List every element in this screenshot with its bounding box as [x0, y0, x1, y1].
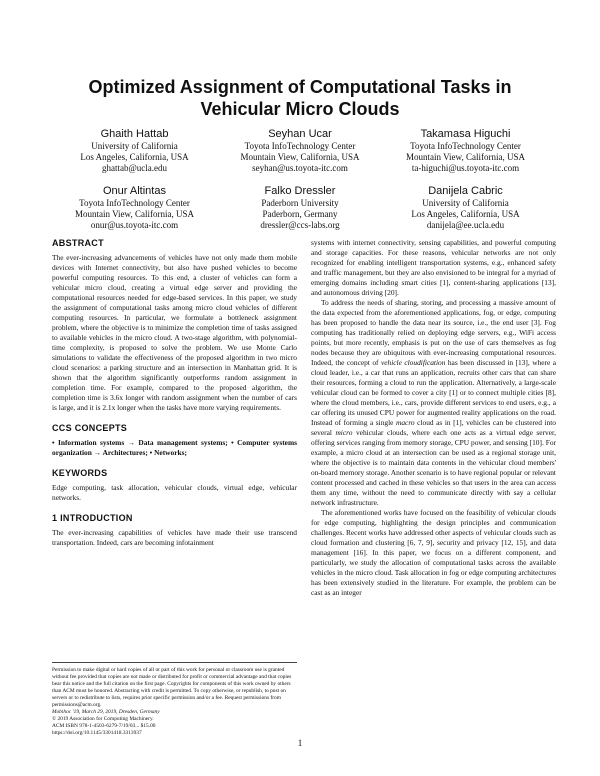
author-location: Los Angeles, California, USA — [80, 152, 189, 162]
ccs-section — [52, 423, 297, 458]
author-affiliation: Paderborn University — [261, 198, 339, 208]
author-affiliation: University of California — [422, 198, 509, 208]
abstract-text: The ever-increasing advancements of vehicles have not only made them mobile devices with Internet connectivity, but also have pushed vehicles to become powerful computing resources. To this end, a cluster of vehicles can form a vehicular micro cloud, creating a virtual edge server and providing the computational resources needed for edge-based services. In this paper, we study the assignment of computational tasks among micro cloud vehicles of different computing resources. In particular, we formulate a bottleneck assignment problem, where the objective is to minimize the completion time of tasks assigned to available vehicles in the micro cloud. A two-stage algorithm, with polynomial-time complexity, is proposed to solve the problem. We use Monte Carlo simulations to validate the effectiveness of the proposed algorithm in two micro cloud scenarios: a parking structure and an intersection in Manhattan grid. It is shown that the algorithm significantly outperforms random assignment in completion time. For example, compared to the proposed algorithm, the completion time is 3.6x longer with random assignment when the number of cars is large, and it is 2.1x longer when the tasks have more varying requirements. — [52, 253, 297, 412]
author — [383, 127, 548, 174]
author-name: Seyhan Ucar — [268, 128, 332, 140]
keywords-section — [52, 468, 297, 503]
doi-link[interactable]: https://doi.org/10.1145/3301418.3313937 — [52, 730, 142, 736]
keywords-text: Edge computing, task allocation, vehicular clouds, virtual edge, vehicular networks. — [52, 483, 297, 502]
author-name: Danijela Cabric — [428, 185, 503, 197]
ccs-concept: • Networks; — [147, 448, 187, 457]
author — [52, 184, 217, 231]
author — [218, 184, 383, 231]
right-column — [311, 238, 556, 598]
author-email[interactable]: dressler@ccs-labs.org — [260, 220, 340, 230]
left-column — [52, 238, 297, 558]
author-location: Los Angeles, California, USA — [411, 209, 520, 219]
author-affiliation: Toyota InfoTechnology Center — [79, 198, 190, 208]
author-location: Paderborn, Germany — [262, 209, 338, 219]
author-name: Falko Dressler — [264, 185, 336, 197]
author-block — [52, 127, 548, 241]
author-row-1 — [52, 127, 548, 174]
author-affiliation: University of California — [91, 141, 178, 151]
author-location: Mountain View, California, USA — [406, 152, 525, 162]
ccs-concept: • Information systems → Data management systems; — [52, 438, 228, 447]
author-email[interactable]: danijela@ee.ucla.edu — [426, 220, 505, 230]
paper-title — [0, 76, 600, 120]
title-line-1: Optimized Assignment of Computational Tasks in — [88, 77, 512, 97]
paragraph — [311, 298, 556, 508]
author-location: Mountain View, California, USA — [75, 209, 194, 219]
abstract-heading: ABSTRACT — [52, 238, 104, 248]
author — [52, 127, 217, 174]
emphasis-text: micro — [335, 428, 353, 437]
author-row-2 — [52, 184, 548, 231]
title-line-2: Vehicular Micro Clouds — [200, 99, 400, 119]
isbn-line: ACM ISBN 978-1-4503-6279-7/19/03... $15.00 — [52, 723, 156, 729]
emphasis-text: vehicle cloudification — [380, 358, 446, 367]
author-name: Ghaith Hattab — [100, 128, 169, 140]
author-name: Takamasa Higuchi — [420, 128, 511, 140]
author — [383, 184, 548, 231]
introduction-section — [52, 513, 297, 548]
abstract-section — [52, 238, 297, 413]
keywords-heading: KEYWORDS — [52, 468, 108, 478]
text-run: vehicular clouds, where each one acts as a virtual edge server, offering services ranging from memory storage, CPU power, and sensing [10]. For example, a micro cloud at an intersection can be used as a regional storage unit, where the objective is to maintain data contents in the vehicular cloud members' on-board memory storage. Another scenario is to have regional popular or relevant content processed and cached in these vehicles so that users in the area can access them any time, without the need to communicate directly with say a cellular network infrastructure. — [311, 428, 556, 507]
ccs-heading: CCS CONCEPTS — [52, 423, 128, 433]
permission-footnote — [52, 662, 297, 737]
text-run: cloud as in [1], vehicles can be clustered into several — [311, 418, 556, 437]
page-number: 1 — [297, 738, 303, 748]
text-run: has been discussed in [13], where a cloud leader, i.e., a car that runs an application, recruits other cars that can share their resources, forming a cloud to run the application. Alternatively, a large-scale vehicular cloud can be formed to cover a city [1] or to connect multiple cities [8], where the cloud members, i.e., cars, provide different services to end users, e.g., a car offering its unused CPU power for augmented reality applications on the road. Instead of forming a single — [311, 358, 556, 427]
author-email[interactable]: ghattab@ucla.edu — [101, 163, 167, 173]
ccs-concepts — [52, 438, 297, 458]
introduction-text: The ever-increasing capabilities of vehicles have made their use transcend transportation. Indeed, cars are becoming infotainment — [52, 528, 297, 547]
author-affiliation: Toyota InfoTechnology Center — [410, 141, 521, 151]
author-name: Onur Altintas — [103, 185, 166, 197]
author-email[interactable]: ta-higuchi@us.toyota-itc.com — [411, 163, 520, 173]
introduction-heading: 1 INTRODUCTION — [52, 513, 133, 523]
author-affiliation: Toyota InfoTechnology Center — [244, 141, 356, 151]
author-email[interactable]: onur@us.toyota-itc.com — [90, 220, 179, 230]
venue-line: Mobihoc '19, March 29, 2019, Dresden, Germany — [52, 709, 160, 715]
text-run: To address the needs of sharing, storing, and processing a massive amount of the data expected from the aforementioned applications, fog, or edge, computing has been proposed to handle the data near its source, i.e., the end user [3]. Fog computing has traditionally relied on deploying edge servers, e.g., WiFi access points, but more recently, emphasis is put on the use of cars themselves as fog nodes because they are ubiquitous with ever-increasing computational resources. Indeed, the concept of — [311, 298, 556, 367]
ccs-concept: • Computer systems organization → Architectures; — [52, 438, 297, 457]
paragraph: systems with internet connectivity, sensing capabilities, and powerful computing and storage capacities. For these reasons, vehicular networks are not only recognized for enabling intelligent transportation systems, e.g., enhanced safety and traffic management, but they are also envisioned to be integral for a myriad of emerging domains including smart cities [1], content-sharing applications [13], and autonomous driving [20]. — [311, 238, 556, 297]
author-location: Mountain View, California, USA — [240, 152, 360, 162]
permission-text: Permission to make digital or hard copies of all or part of this work for personal or classroom use is granted without fee provided that copies are not made or distributed for profit or commercial advantage and that copies bear this notice and the full citation on the first page. Copyrights for components of this work owned by others than ACM must be honored. Abstracting with credit is permitted. To copy otherwise, or republish, to post on servers or to redistribute to lists, requires prior specific permission and/or a fee. Request permissions from permissions@acm.org. — [52, 667, 292, 708]
author — [218, 127, 383, 174]
emphasis-text: macro — [396, 418, 415, 427]
copyright-line: © 2019 Association for Computing Machinery. — [52, 716, 154, 722]
author-email[interactable]: seyhan@us.toyota-itc.com — [252, 163, 348, 173]
paragraph: The aforementioned works have focused on the feasibility of vehicular clouds for edge computing, highlighting the design principles and communication challenges. Recent works have addressed other aspects of vehicular clouds such as cloud formation and clustering [6, 7, 9], security and privacy [12, 15], and data management [16]. In this paper, we focus on a different component, and particularly, we study the allocation of computational tasks across the available vehicles in the micro cloud. Task allocation in fog or edge computing architectures has been extensively studied in the literature. For example, the problem can be cast as an integer — [311, 508, 556, 597]
